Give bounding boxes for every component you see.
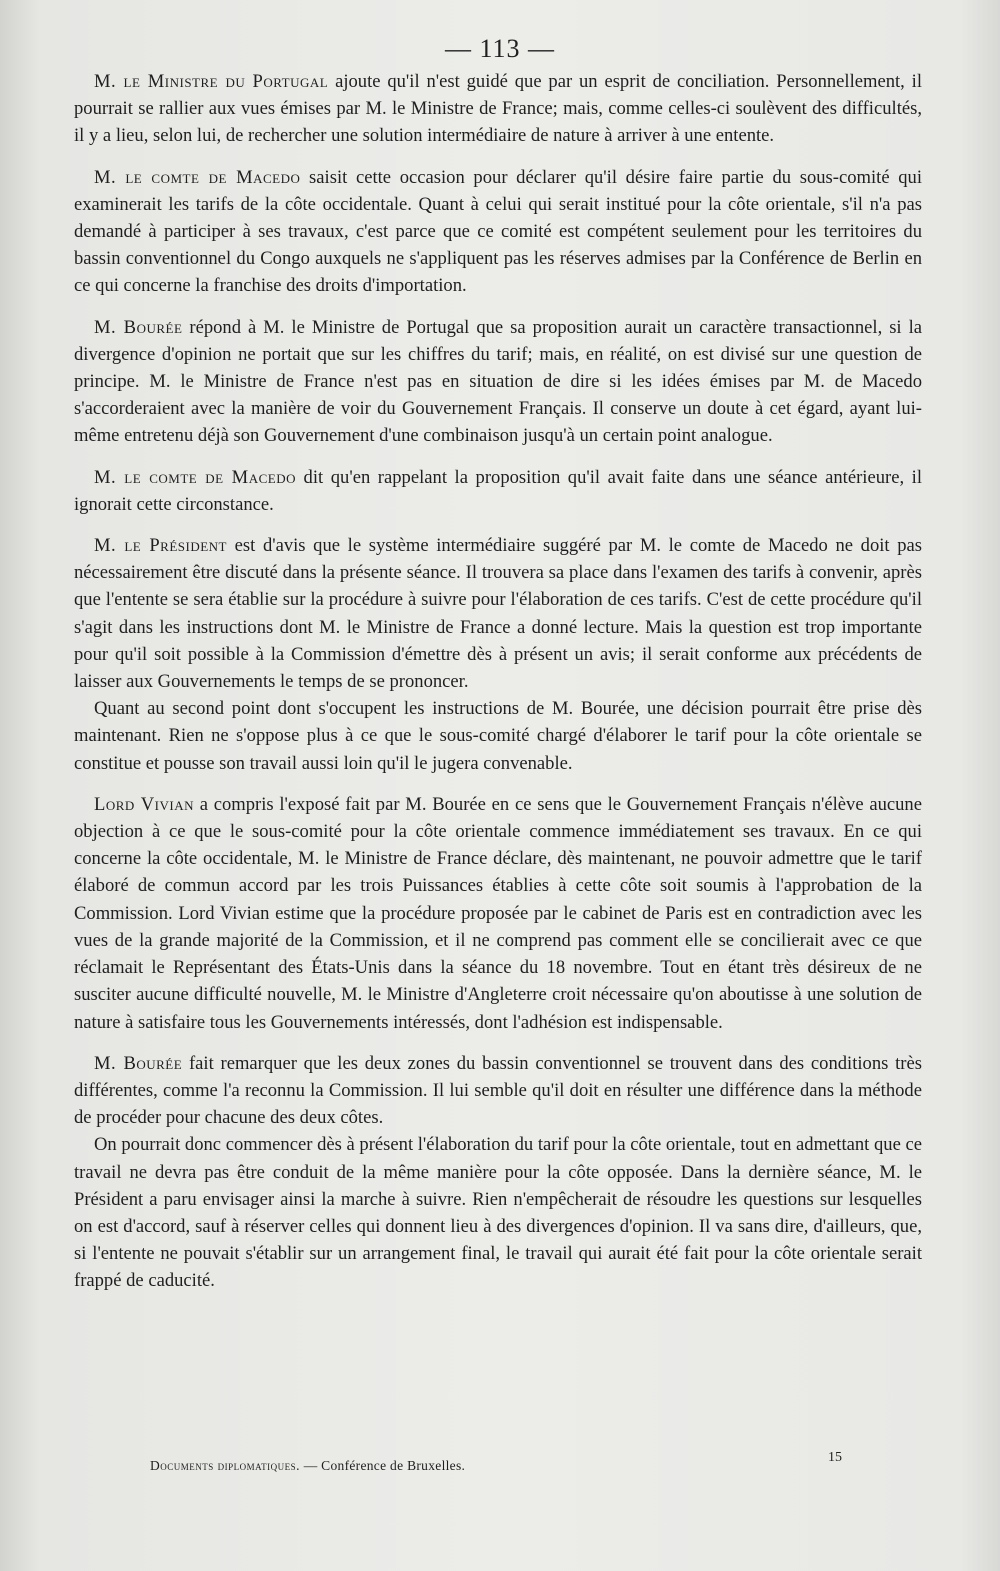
paragraph-macedo-2 bbox=[74, 464, 922, 518]
paragraph-text: saisit cette occasion pour déclarer qu'il désire faire partie du sous-comité qui examinerait les tarifs de la côte occidentale. Quant à celui qui serait institué pour la côte orientale, s'il n'a pas demandé à participer à ses travaux, c'est parce que ce comité est compétent seulement pour les territoires du bassin conventionnel du Congo auxquels ne s'appliquent pas les réserves admises par la Conférence de Berlin en ce qui concerne la franchise des droits d'importation. bbox=[74, 166, 922, 297]
document-body bbox=[74, 68, 922, 1295]
paragraph-macedo-1 bbox=[74, 164, 922, 300]
speaker-name: M. le Ministre du Portugal bbox=[94, 71, 329, 92]
page-number: — 113 — bbox=[444, 34, 556, 63]
page-footer bbox=[150, 1458, 465, 1474]
footer-separator: — bbox=[300, 1458, 322, 1473]
paragraph-text: On pourrait donc commencer dès à présent l'élaboration du tarif pour la côte orientale, tout en admettant que ce travail ne devra pas être conduit de la même manière pour la côte opposée. Dans la dernière séance, M. le Président a paru envisager ainsi la marche à suivre. Rien n'empêcherait de résoudre les questions sur lesquelles on est d'accord, sauf à réserver celles qui donnent lieu à des divergences d'opinion. Il va sans dire, d'ailleurs, que, si l'entente ne pouvait s'établir sur un arrangement final, le travail qui aurait été fait pour la côte orientale serait frappé de caducité. bbox=[74, 1134, 922, 1292]
speaker-name: M. Bourée bbox=[94, 1052, 183, 1074]
paragraph-text: Quant au second point dont s'occupent les instructions de M. Bourée, une décision pourrait être prise dès maintenant. Rien ne s'oppose plus à ce que le sous-comité chargé d'élaborer le tarif pour la côte orientale se constitue et pousse son travail aussi loin qu'il le jugera convenable. bbox=[74, 698, 922, 774]
speaker-name: M. Bourée bbox=[94, 316, 183, 338]
paragraph-bouree-2 bbox=[74, 1050, 922, 1132]
paragraph-portugal-minister bbox=[74, 68, 922, 150]
paragraph-text: ajoute qu'il n'est guidé que par un esprit de conciliation. Personnellement, il pourrait se rallier aux vues émises par M. le Ministre de France; mais, comme celles-ci soulèvent des difficultés, il y a lieu, selon lui, de rechercher une solution intermédiaire de nature à arriver à une entente. bbox=[74, 71, 922, 147]
paragraph-text: a compris l'exposé fait par M. Bourée en ce sens que le Gouvernement Français n'élève aucune objection à ce que le sous-comité pour la côte orientale commence immédiatement ses travaux. En ce qui concerne la côte occidentale, M. le Ministre de France déclare, dès maintenant, ne pouvoir admettre que le tarif élaboré de commun accord par les trois Puissances établies à cette côte soit soumis à l'approbation de la Commission. Lord Vivian estime que la procédure proposée par le cabinet de Paris est en contradiction avec les vues de la grande majorité de la Commission, et il ne comprend pas comment elle se concilierait avec ce que réclamait le Représentant des États-Unis dans la séance du 18 novembre. Tout en étant très désireux de ne susciter aucune difficulté nouvelle, M. le Ministre d'Angleterre croit nécessaire qu'on aboutisse à une solution de nature à satisfaire tous les Gouvernements intéressés, dont l'adhésion est indispensable. bbox=[74, 793, 922, 1033]
paragraph-text: est d'avis que le système intermédiaire suggéré par M. le comte de Macedo ne doit pas nécessairement être discuté dans la présente séance. Il trouvera sa place dans l'examen des tarifs à convenir, après que l'entente se sera établie sur la procédure à suivre pour l'élaboration de ces tarifs. C'est de cette procédure qu'il s'agit dans les instructions dont M. le Ministre de France a donné lecture. Mais la question est trop importante pour qu'il soit possible à la Commission d'émettre dès à présent un avis; il serait conforme aux précédents de laisser aux Gouvernements le temps de se prononcer. bbox=[74, 535, 922, 693]
paragraph-bouree-1 bbox=[74, 314, 922, 450]
paragraph-president-continued bbox=[74, 695, 922, 777]
paragraph-president bbox=[74, 532, 922, 695]
paragraph-text: fait remarquer que les deux zones du bassin conventionnel se trouvent dans des conditions très différentes, comme l'a reconnu la Commission. Il lui semble qu'il doit en résulter une différence dans la méthode de procéder pour chacune des deux côtes. bbox=[74, 1052, 922, 1129]
paragraph-lord-vivian bbox=[74, 791, 922, 1036]
footer-title: Conférence de Bruxelles. bbox=[321, 1458, 466, 1473]
speaker-name: M. le comte de Macedo bbox=[94, 466, 296, 488]
speaker-name: M. le Président bbox=[94, 535, 228, 557]
paragraph-bouree-continued bbox=[74, 1131, 922, 1294]
paragraph-text: répond à M. le Ministre de Portugal que sa proposition aurait un caractère transactionnel, si la divergence d'opinion ne portait que sur les chiffres du tarif; mais, en réalité, on est divisé sur une question de principe. M. le Ministre de France n'est pas en situation de dire si les idées émises par M. de Macedo s'accorderaient avec la manière de voir du Gouvernement Français. Il conserve un doute à cet égard, ayant lui-même entretenu déjà son Gouvernement d'une combinaison jusqu'à un certain point analogue. bbox=[74, 316, 923, 447]
footer-collection: Documents diplomatiques. bbox=[150, 1458, 301, 1473]
paragraph-text: dit qu'en rappelant la proposition qu'il avait faite dans une séance antérieure, il ignorait cette circonstance. bbox=[74, 466, 922, 515]
speaker-name: Lord Vivian bbox=[94, 793, 194, 815]
speaker-name: M. le comte de Macedo bbox=[94, 166, 301, 188]
signature-mark: 15 bbox=[828, 1450, 842, 1465]
